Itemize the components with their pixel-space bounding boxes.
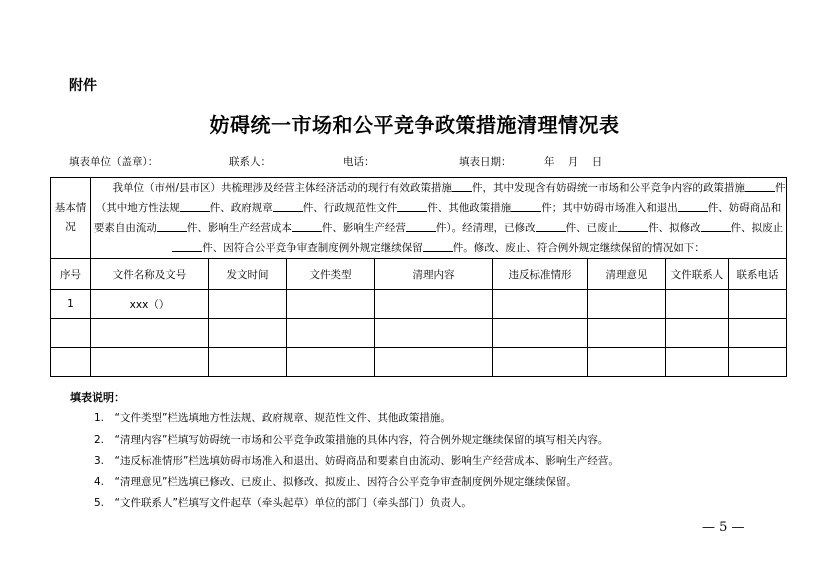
table-header-row	[51, 259, 787, 290]
col-header: 联系电话	[729, 259, 787, 290]
table-cell[interactable]	[209, 319, 287, 348]
table-cell[interactable]	[493, 348, 588, 377]
col-header: 清理内容	[375, 259, 493, 290]
page-title: 妨碍统一市场和公平竞争政策措施清理情况表	[209, 113, 620, 137]
table-cell[interactable]	[729, 319, 787, 348]
note-item: 2. “清理内容”栏填写妨碍统一市场和公平竞争政策措施的具体内容，符合例外规定继续保留的填写相关内容。	[94, 434, 609, 446]
table-cell[interactable]	[729, 348, 787, 377]
note-item: 4. “清理意见”栏选填已修改、已废止、拟修改、拟废止、因符合公平竞争审查制度例外规定继续保留。	[94, 476, 577, 488]
fill-unit-label: 填表单位（盖章）：	[69, 156, 159, 168]
col-header: 发文时间	[209, 259, 287, 290]
note-item: 5. “文件联系人”栏填写文件起草（牵头起草）单位的部门（牵头部门）负责人。	[94, 497, 472, 509]
table-cell[interactable]: xxx（）	[91, 290, 209, 319]
table-cell[interactable]	[729, 290, 787, 319]
table-cell[interactable]	[588, 319, 666, 348]
page-number: — 5 —	[702, 520, 745, 535]
col-header: 序号	[51, 259, 91, 290]
table-cell[interactable]	[287, 290, 375, 319]
table-cell[interactable]	[588, 348, 666, 377]
basic-info-label: 基本情况	[51, 178, 91, 259]
table-cell[interactable]	[91, 348, 209, 377]
note-item: 3. “违反标准情形”栏选填妨碍市场准入和退出、妨碍商品和要素自由流动、影响生产经营成本、影响生产经营。	[94, 455, 619, 467]
contact-label: 联系人：	[229, 156, 271, 168]
table-row	[51, 319, 787, 348]
table-cell[interactable]	[91, 319, 209, 348]
table-cell[interactable]: 1	[51, 290, 91, 319]
phone-label: 电话：	[343, 156, 375, 168]
col-header: 文件联系人	[666, 259, 729, 290]
col-header: 文件类型	[287, 259, 375, 290]
basic-info-row	[51, 178, 787, 259]
table-cell[interactable]	[375, 348, 493, 377]
table-cell[interactable]	[287, 348, 375, 377]
table-row	[51, 348, 787, 377]
table-cell[interactable]	[666, 348, 729, 377]
col-header: 违反标准情形	[493, 259, 588, 290]
table-cell[interactable]	[209, 348, 287, 377]
table-cell[interactable]	[493, 319, 588, 348]
basic-info-text: 我单位（市州/县市区）共梳理涉及经营主体经济活动的现行有效政策措施 件，其中发现含有妨碍统一市场和公平竞争内容的政策措施 件（其中地方性法规 件、政府规章 件、行政规范性文件 件、其他政策措施 件；其中妨碍市场准入和退出 件、妨碍商品和要素自由流动 件、影响生产经营成本 件、影响生产经营 件）。经清理，已修改 件、已废止 件、拟修改 件、拟废止件、因符合公平竞争审查制度例外规定继续保留 件。修改、废止、符合例外规定继续保留的情况如下：	[91, 178, 787, 259]
table-cell[interactable]	[51, 348, 91, 377]
fill-date-ymd: 年 月 日	[544, 156, 603, 168]
attachment-label: 附件	[69, 78, 97, 94]
cleanup-table	[50, 177, 787, 377]
col-header: 清理意见	[588, 259, 666, 290]
table-cell[interactable]	[51, 319, 91, 348]
note-item: 1. “文件类型”栏选填地方性法规、政府规章、规范性文件、其他政策措施。	[94, 412, 451, 424]
notes-title: 填表说明：	[70, 391, 125, 404]
table-cell[interactable]	[375, 290, 493, 319]
fill-date-label: 填表日期：	[459, 156, 512, 168]
table-cell[interactable]	[375, 319, 493, 348]
table-cell[interactable]	[666, 319, 729, 348]
col-header: 文件名称及文号	[91, 259, 209, 290]
table-cell[interactable]	[209, 290, 287, 319]
table-row	[51, 290, 787, 319]
table-cell[interactable]	[666, 290, 729, 319]
table-cell[interactable]	[588, 290, 666, 319]
table-cell[interactable]	[287, 319, 375, 348]
table-cell[interactable]	[493, 290, 588, 319]
